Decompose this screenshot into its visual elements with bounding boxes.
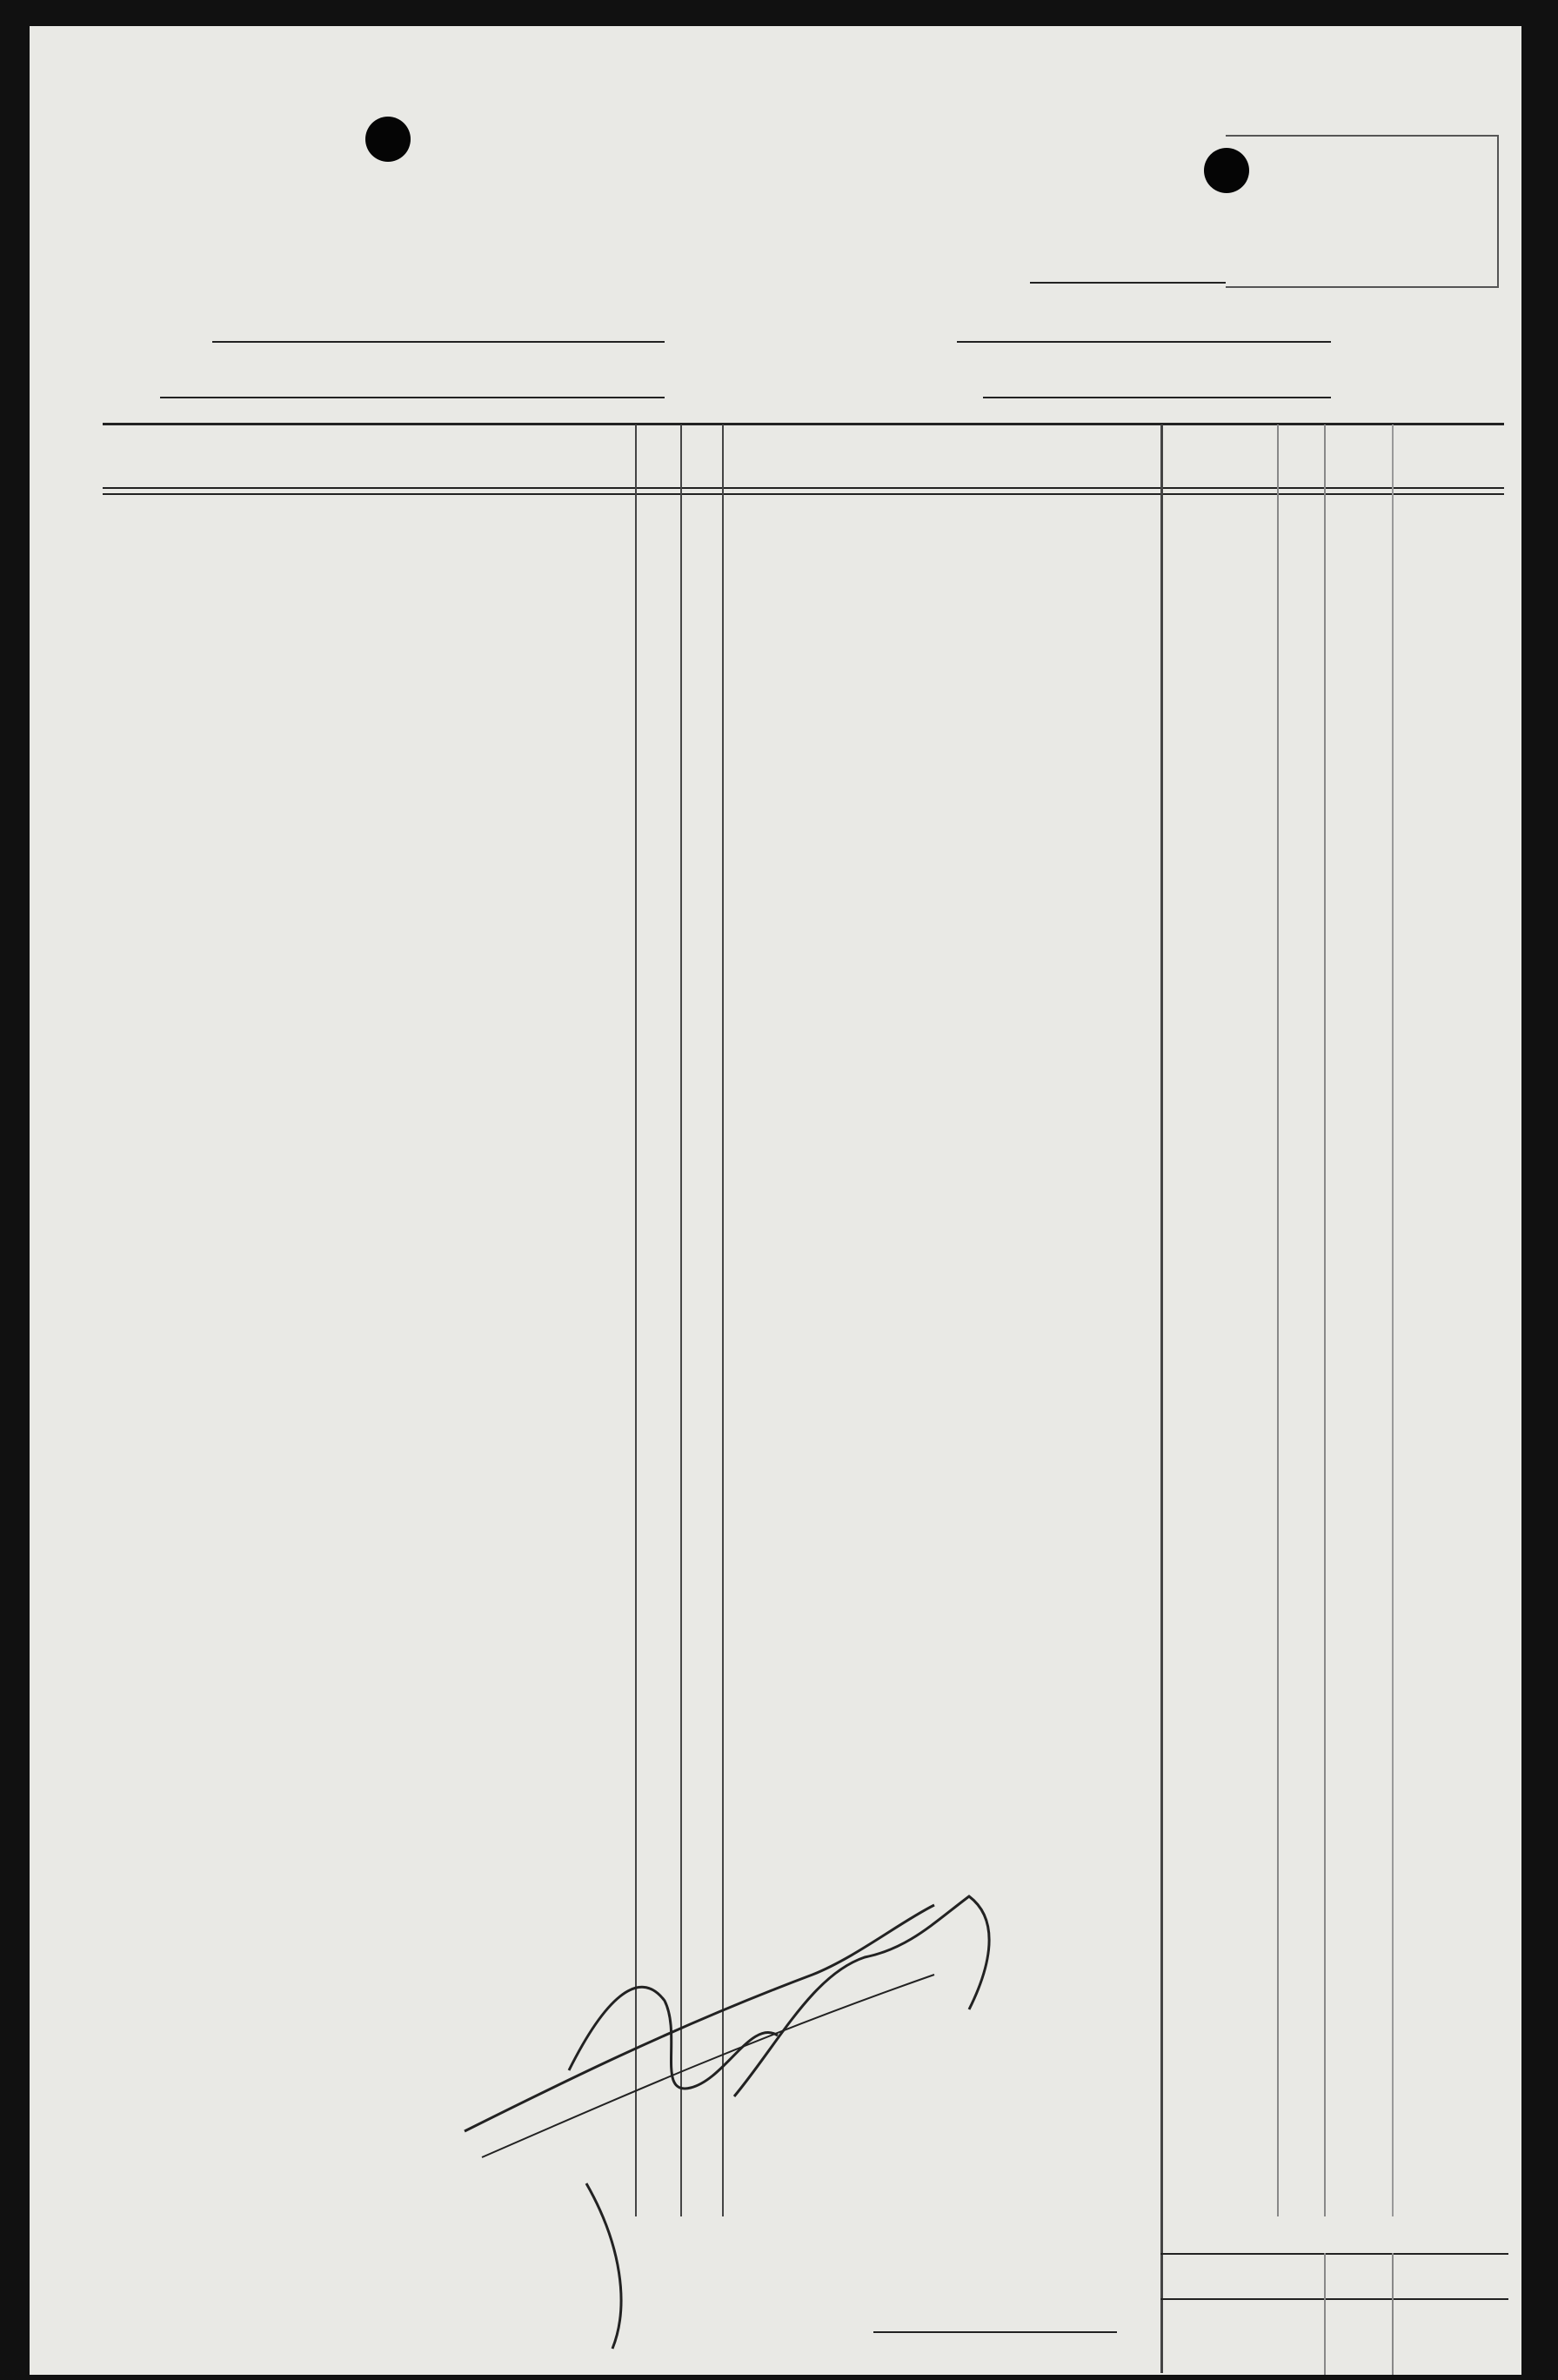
footer-col-line-2 [1392,2253,1394,2375]
num-bags-column-header [1277,426,1319,435]
col-line-num-bags [1277,425,1279,2216]
punch-hole-left [365,117,411,162]
table-header-rule-2 [103,493,1504,495]
embark-underline [957,341,1331,343]
footer-totals-rule [1160,2253,1508,2255]
table-top-rule [103,423,1504,425]
col-line-bag-wt [1324,425,1326,2216]
col-line-pool [1392,425,1394,2216]
flight-box [1226,135,1499,288]
flight-underline [1030,282,1226,284]
signature-stroke-3 [734,1896,989,2096]
disembark-underline [983,397,1331,398]
bag-wt-column-header [1324,426,1392,433]
signature-stroke-2 [569,1987,778,2089]
signature-stroke-5 [586,2183,621,2349]
excess-column-header [1160,425,1277,430]
nationality-column-header [726,416,1187,419]
signature-stroke-4 [482,1975,934,2157]
col-line-excess [1160,425,1163,2373]
aircraft-underline [212,341,665,343]
table-header-rule [103,487,1504,489]
signatures [447,1870,1056,2357]
page-underline [873,2331,1117,2333]
footer-col-line [1324,2253,1326,2375]
manifest-page [30,26,1521,2375]
signature-stroke-1 [465,1905,934,2131]
date-underline [160,397,665,398]
footer-totals-rule-2 [1160,2298,1508,2300]
name-column-header [103,416,659,419]
